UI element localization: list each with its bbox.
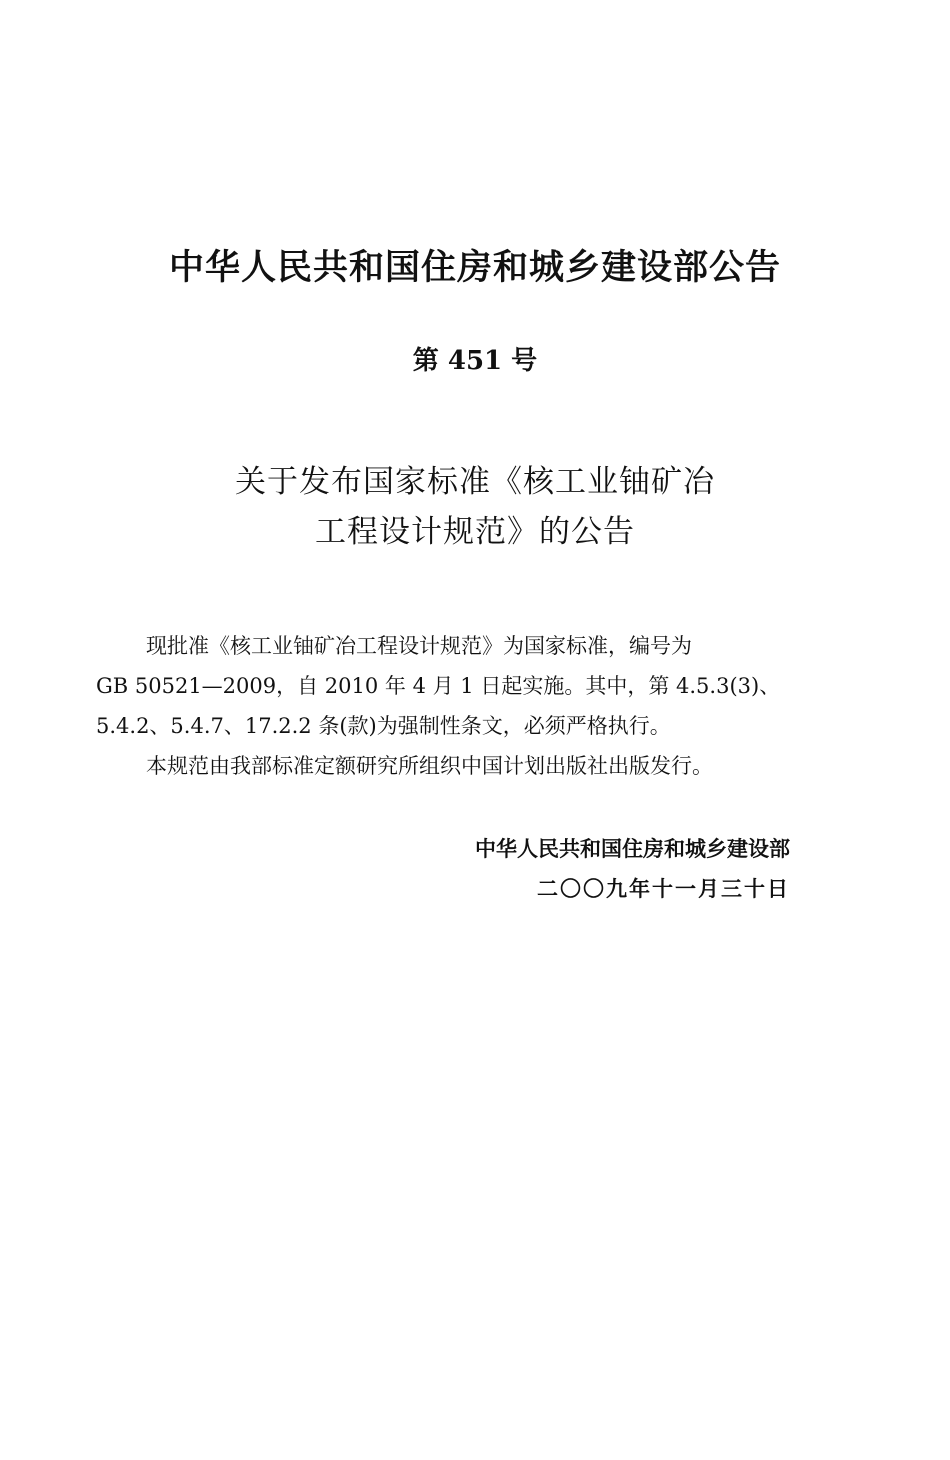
body-paragraph-2: 本规范由我部标准定额研究所组织中国计划出版社出版发行。 bbox=[146, 754, 713, 778]
issuer-title: 中华人民共和国住房和城乡建设部公告 bbox=[168, 248, 781, 288]
paragraph-1-line-1: 现批准《核工业铀矿冶工程设计规范》为国家标准，编号为 bbox=[146, 634, 692, 658]
subject-title-line-2: 工程设计规范》的公告 bbox=[315, 514, 635, 550]
signing-date: 二〇〇九年十一月三十日 bbox=[537, 877, 790, 901]
paragraph-1-line-3: 5.4.2、5.4.7、17.2.2 条(款)为强制性条文，必须严格执行。 bbox=[96, 714, 671, 738]
subject-title-line-1: 关于发布国家标准《核工业铀矿冶 bbox=[235, 464, 715, 500]
paragraph-1-line-2: GB 50521—2009，自 2010 年 4 月 1 日起实施。其中，第 4.5.3(3)、 bbox=[96, 674, 781, 698]
announcement-number: 第 451 号 bbox=[412, 346, 538, 376]
body-paragraph-1 bbox=[96, 626, 846, 746]
signing-organization: 中华人民共和国住房和城乡建设部 bbox=[475, 837, 790, 861]
